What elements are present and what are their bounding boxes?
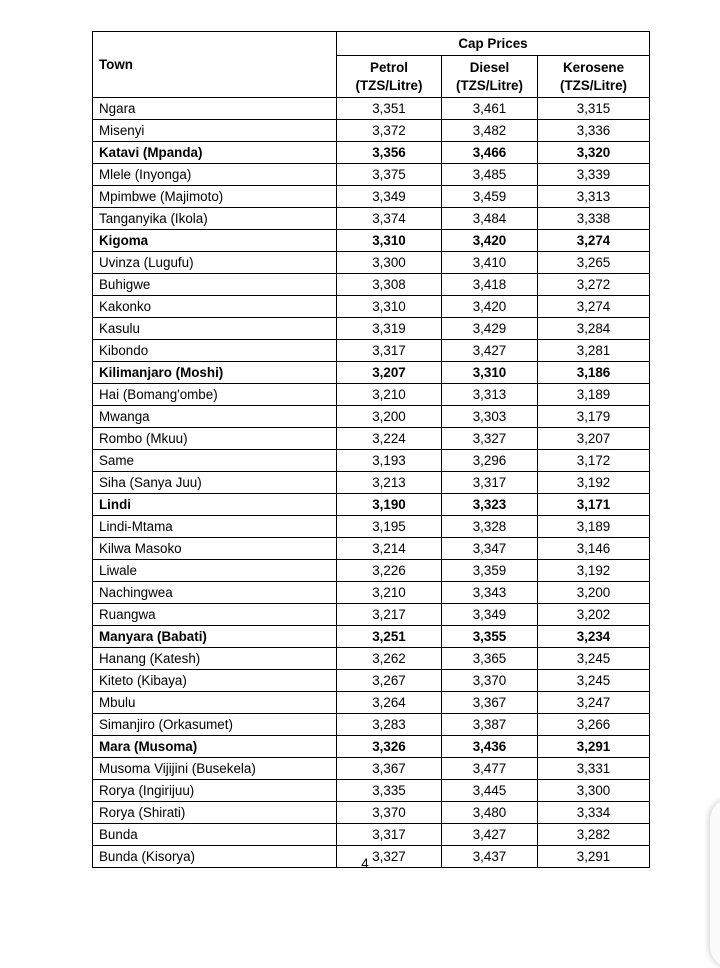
table-row	[93, 648, 650, 670]
diesel-price-cell: 3,370	[442, 670, 538, 692]
table-row	[93, 274, 650, 296]
petrol-price-cell: 3,349	[337, 186, 442, 208]
diesel-price-cell: 3,418	[442, 274, 538, 296]
petrol-price-cell: 3,226	[337, 560, 442, 582]
town-cell: Hanang (Katesh)	[93, 648, 337, 670]
diesel-price-cell: 3,437	[442, 846, 538, 868]
table-row	[93, 318, 650, 340]
town-cell: Katavi (Mpanda)	[93, 142, 337, 164]
kerosene-price-cell: 3,234	[538, 626, 650, 648]
town-cell: Uvinza (Lugufu)	[93, 252, 337, 274]
town-cell: Nachingwea	[93, 582, 337, 604]
table-row	[93, 692, 650, 714]
petrol-price-cell: 3,251	[337, 626, 442, 648]
kerosene-price-cell: 3,146	[538, 538, 650, 560]
kerosene-price-cell: 3,265	[538, 252, 650, 274]
petrol-price-cell: 3,210	[337, 582, 442, 604]
table-row	[93, 340, 650, 362]
diesel-price-cell: 3,484	[442, 208, 538, 230]
town-cell: Kasulu	[93, 318, 337, 340]
diesel-price-cell: 3,485	[442, 164, 538, 186]
table-row	[93, 164, 650, 186]
petrol-price-cell: 3,224	[337, 428, 442, 450]
diesel-price-cell: 3,387	[442, 714, 538, 736]
table-row	[93, 472, 650, 494]
diesel-price-cell: 3,477	[442, 758, 538, 780]
town-cell: Kilwa Masoko	[93, 538, 337, 560]
table-row	[93, 252, 650, 274]
petrol-price-cell: 3,300	[337, 252, 442, 274]
kerosene-price-cell: 3,272	[538, 274, 650, 296]
diesel-price-cell: 3,310	[442, 362, 538, 384]
kerosene-header-name: Kerosene	[562, 60, 625, 75]
table-row	[93, 120, 650, 142]
kerosene-price-cell: 3,245	[538, 648, 650, 670]
town-cell: Rorya (Shirati)	[93, 802, 337, 824]
petrol-price-cell: 3,317	[337, 340, 442, 362]
town-cell: Tanganyika (Ikola)	[93, 208, 337, 230]
petrol-price-cell: 3,217	[337, 604, 442, 626]
cap-prices-table	[92, 31, 650, 868]
table-row	[93, 208, 650, 230]
petrol-price-cell: 3,319	[337, 318, 442, 340]
petrol-price-cell: 3,207	[337, 362, 442, 384]
table-header	[93, 32, 650, 98]
table-row	[93, 824, 650, 846]
kerosene-price-cell: 3,284	[538, 318, 650, 340]
town-cell: Mbulu	[93, 692, 337, 714]
petrol-price-cell: 3,374	[337, 208, 442, 230]
petrol-price-cell: 3,267	[337, 670, 442, 692]
petrol-price-cell: 3,372	[337, 120, 442, 142]
kerosene-price-cell: 3,331	[538, 758, 650, 780]
diesel-price-cell: 3,355	[442, 626, 538, 648]
petrol-price-cell: 3,195	[337, 516, 442, 538]
petrol-price-cell: 3,327	[337, 846, 442, 868]
kerosene-price-cell: 3,300	[538, 780, 650, 802]
diesel-price-cell: 3,420	[442, 296, 538, 318]
kerosene-price-cell: 3,192	[538, 560, 650, 582]
petrol-header-name: Petrol	[370, 60, 408, 75]
kerosene-price-cell: 3,315	[538, 98, 650, 120]
kerosene-price-cell: 3,338	[538, 208, 650, 230]
table-row	[93, 450, 650, 472]
town-cell: Kakonko	[93, 296, 337, 318]
diesel-price-cell: 3,436	[442, 736, 538, 758]
diesel-price-cell: 3,466	[442, 142, 538, 164]
kerosene-price-cell: 3,189	[538, 516, 650, 538]
diesel-price-cell: 3,459	[442, 186, 538, 208]
petrol-price-cell: 3,356	[337, 142, 442, 164]
kerosene-price-cell: 3,202	[538, 604, 650, 626]
diesel-price-cell: 3,327	[442, 428, 538, 450]
kerosene-price-cell: 3,282	[538, 824, 650, 846]
kerosene-price-cell: 3,207	[538, 428, 650, 450]
table-row	[93, 802, 650, 824]
kerosene-price-cell: 3,274	[538, 296, 650, 318]
petrol-column-header	[337, 56, 442, 98]
town-cell: Manyara (Babati)	[93, 626, 337, 648]
town-cell: Ngara	[93, 98, 337, 120]
diesel-column-header	[442, 56, 538, 98]
petrol-price-cell: 3,210	[337, 384, 442, 406]
town-cell: Mara (Musoma)	[93, 736, 337, 758]
kerosene-price-cell: 3,291	[538, 846, 650, 868]
table-body	[93, 98, 650, 868]
petrol-header-unit: (TZS/Litre)	[355, 78, 423, 93]
region-row	[93, 626, 650, 648]
diesel-price-cell: 3,323	[442, 494, 538, 516]
diesel-price-cell: 3,349	[442, 604, 538, 626]
kerosene-price-cell: 3,274	[538, 230, 650, 252]
region-row	[93, 736, 650, 758]
petrol-price-cell: 3,326	[337, 736, 442, 758]
diesel-price-cell: 3,429	[442, 318, 538, 340]
table-row	[93, 186, 650, 208]
kerosene-price-cell: 3,336	[538, 120, 650, 142]
diesel-price-cell: 3,343	[442, 582, 538, 604]
table-row	[93, 384, 650, 406]
petrol-price-cell: 3,310	[337, 230, 442, 252]
diesel-header-name: Diesel	[469, 60, 510, 75]
town-cell: Kilimanjaro (Moshi)	[93, 362, 337, 384]
table-row	[93, 780, 650, 802]
town-cell: Same	[93, 450, 337, 472]
kerosene-price-cell: 3,171	[538, 494, 650, 516]
table-row	[93, 582, 650, 604]
kerosene-price-cell: 3,189	[538, 384, 650, 406]
town-cell: Lindi	[93, 494, 337, 516]
petrol-price-cell: 3,262	[337, 648, 442, 670]
petrol-price-cell: 3,283	[337, 714, 442, 736]
kerosene-column-header	[538, 56, 650, 98]
kerosene-price-cell: 3,339	[538, 164, 650, 186]
diesel-price-cell: 3,328	[442, 516, 538, 538]
kerosene-price-cell: 3,334	[538, 802, 650, 824]
diesel-price-cell: 3,427	[442, 824, 538, 846]
town-cell: Rorya (Ingirijuu)	[93, 780, 337, 802]
town-cell: Buhigwe	[93, 274, 337, 296]
diesel-price-cell: 3,461	[442, 98, 538, 120]
kerosene-price-cell: 3,266	[538, 714, 650, 736]
petrol-price-cell: 3,213	[337, 472, 442, 494]
petrol-price-cell: 3,351	[337, 98, 442, 120]
town-cell: Musoma Vijijini (Busekela)	[93, 758, 337, 780]
town-cell: Kiteto (Kibaya)	[93, 670, 337, 692]
town-column-header: Town	[93, 32, 337, 98]
town-cell: Kigoma	[93, 230, 337, 252]
region-row	[93, 142, 650, 164]
diesel-price-cell: 3,365	[442, 648, 538, 670]
petrol-price-cell: 3,310	[337, 296, 442, 318]
table-row	[93, 428, 650, 450]
table-row	[93, 758, 650, 780]
town-cell: Liwale	[93, 560, 337, 582]
town-cell: Bunda (Kisorya)	[93, 846, 337, 868]
diesel-price-cell: 3,480	[442, 802, 538, 824]
diesel-price-cell: 3,347	[442, 538, 538, 560]
petrol-price-cell: 3,375	[337, 164, 442, 186]
town-cell: Simanjiro (Orkasumet)	[93, 714, 337, 736]
diesel-price-cell: 3,367	[442, 692, 538, 714]
kerosene-price-cell: 3,192	[538, 472, 650, 494]
town-cell: Lindi-Mtama	[93, 516, 337, 538]
table-row	[93, 538, 650, 560]
petrol-price-cell: 3,367	[337, 758, 442, 780]
petrol-price-cell: 3,200	[337, 406, 442, 428]
petrol-price-cell: 3,214	[337, 538, 442, 560]
kerosene-price-cell: 3,200	[538, 582, 650, 604]
town-cell: Mwanga	[93, 406, 337, 428]
table-row	[93, 98, 650, 120]
diesel-price-cell: 3,317	[442, 472, 538, 494]
table-row	[93, 560, 650, 582]
diesel-header-unit: (TZS/Litre)	[456, 78, 523, 93]
diesel-price-cell: 3,420	[442, 230, 538, 252]
diesel-price-cell: 3,296	[442, 450, 538, 472]
table-row	[93, 670, 650, 692]
region-row	[93, 494, 650, 516]
kerosene-price-cell: 3,247	[538, 692, 650, 714]
table-row	[93, 714, 650, 736]
town-cell: Rombo (Mkuu)	[93, 428, 337, 450]
table-row	[93, 296, 650, 318]
table-row	[93, 604, 650, 626]
town-cell: Mlele (Inyonga)	[93, 164, 337, 186]
kerosene-price-cell: 3,291	[538, 736, 650, 758]
diesel-price-cell: 3,482	[442, 120, 538, 142]
town-cell: Kibondo	[93, 340, 337, 362]
petrol-price-cell: 3,264	[337, 692, 442, 714]
petrol-price-cell: 3,193	[337, 450, 442, 472]
town-cell: Siha (Sanya Juu)	[93, 472, 337, 494]
next-page-edge	[710, 798, 720, 968]
header-row-top	[93, 32, 650, 56]
table-row	[93, 406, 650, 428]
town-cell: Misenyi	[93, 120, 337, 142]
kerosene-price-cell: 3,281	[538, 340, 650, 362]
petrol-price-cell: 3,370	[337, 802, 442, 824]
diesel-price-cell: 3,427	[442, 340, 538, 362]
town-cell: Mpimbwe (Majimoto)	[93, 186, 337, 208]
kerosene-price-cell: 3,172	[538, 450, 650, 472]
petrol-price-cell: 3,308	[337, 274, 442, 296]
diesel-price-cell: 3,410	[442, 252, 538, 274]
diesel-price-cell: 3,303	[442, 406, 538, 428]
kerosene-price-cell: 3,179	[538, 406, 650, 428]
diesel-price-cell: 3,313	[442, 384, 538, 406]
kerosene-price-cell: 3,313	[538, 186, 650, 208]
town-cell: Bunda	[93, 824, 337, 846]
petrol-price-cell: 3,335	[337, 780, 442, 802]
petrol-price-cell: 3,317	[337, 824, 442, 846]
town-cell: Hai (Bomang'ombe)	[93, 384, 337, 406]
kerosene-price-cell: 3,245	[538, 670, 650, 692]
table-row	[93, 516, 650, 538]
diesel-price-cell: 3,359	[442, 560, 538, 582]
diesel-price-cell: 3,445	[442, 780, 538, 802]
town-cell: Ruangwa	[93, 604, 337, 626]
cap-prices-group-header: Cap Prices	[337, 32, 650, 56]
kerosene-header-unit: (TZS/Litre)	[560, 78, 627, 93]
region-row	[93, 230, 650, 252]
region-row	[93, 362, 650, 384]
page-number: 4	[361, 856, 369, 871]
kerosene-price-cell: 3,186	[538, 362, 650, 384]
petrol-price-cell: 3,190	[337, 494, 442, 516]
kerosene-price-cell: 3,320	[538, 142, 650, 164]
